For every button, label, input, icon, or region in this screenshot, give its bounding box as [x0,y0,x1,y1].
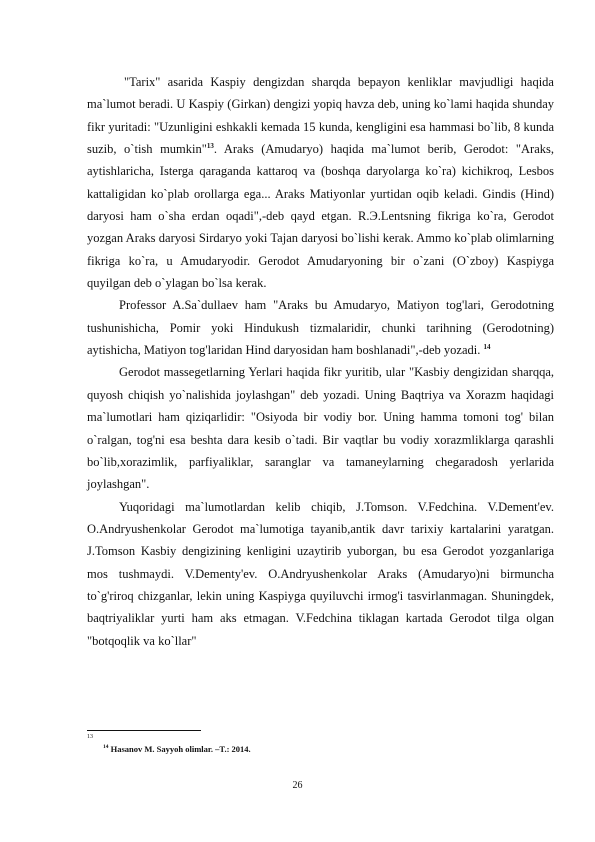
paragraph-text: Yuqoridagi ma`lumotlardan kelib chiqib, J.Tomson. V.Fedchina. V.Dement'ev. O.Andryushenkolar Gerodot ma`lumotiga tayanib,antik davr tarixiy kartalarini yaratgan. J.Tomson Kasbiy dengizining kenligini uzaytirib yuborgan, bu esa Gerodot yozganlariga mos tushmaydi. V.Dementy'ev. O.Andryushenkolar Araks (Amudaryo)ni birmuncha to`g'riroq chizganlar, lekin uning Kaspiyga quyiluvchi irmog'i tasvirlanmagan. Shuningdek, baqtriyaliklar yurti ham aks etmagan. V.Fedchina tiklagan kartada Gerodot tilga olgan "botqoqlik va ko`llar" [87,499,554,648]
footnote-14-text: Hasanov M. Sayyoh olimlar. –T.: 2014. [110,744,251,754]
page-number: 26 [292,780,303,791]
paragraph-text: "Tarix" asarida Kaspiy dengizdan sharqda bepayon kenliklar mavjudligi haqida ma`lumot beradi. U Kaspiy (Girkan) dengizi yopiq havza deb, uning ko`lami haqida shunday fikr yuritadi: "Uzunligini eshkakli kemada 15 kunda, kengligini esa hammasi bo`lib, 8 kunda suzib, o`tish mumkin" [87,75,554,157]
footnote-14 [103,744,251,755]
footnote-13 [87,733,93,741]
footnote-separator [87,730,201,731]
paragraph-maps [87,496,554,652]
body-text [87,71,554,652]
footnote-ref-13[interactable]: 13 [206,141,214,150]
paragraph-herodotus-caspian [87,71,554,294]
paragraph-text: Professor A.Sa`dullaev ham "Araks bu Amudaryo, Matiyon tog'lari, Gerodotning tushunishicha, Pomir yoki Hindukush tizmalaridir, chunki tarihning (Gerodotning) aytishicha, Matiyon tog'laridan Hind daryosidan ham boshlanadi",-deb yozadi. [87,298,554,358]
footnote-14-marker: 14 [103,744,109,751]
paragraph-sadullaev [87,294,554,361]
paragraph-massagetae [87,361,554,495]
footnote-ref-14[interactable]: 14 [483,342,491,351]
paragraph-text: . Araks (Amudaryo) haqida ma`lumot berib, Gerodot: "Araks, aytishlaricha, Isterga qaraganda kattaroq va (boshqa daryolarga ko`ra) kichikroq, Lesbos kattaligidan ko`plab orollarga ega... Araks Matiyonlar yurtidan oqib keladi. Gindis (Hind) daryosi ham o`sha erdan oqadi",-deb qayd etgan. R.Э.Lentsning fikriga ko`ra, Gerodot yozgan Araks daryosi Sirdaryo yoki Tajan daryosi bo`lishi kerak. Ammo ko`plab olimlarning fikriga ko`ra, u Amudaryodir. Gerodot Amudaryoning bir o`zani (O`zboy) Kaspiyga quyilgan deb o`ylagan bo`lsa kerak. [87,142,554,291]
paragraph-text: Gerodot massegetlarning Yerlari haqida fikr yuritib, ular "Kasbiy dengizidan sharqqa, quyosh chiqish yo`nalishida joylashgan" deb yozadi. Uning Baqtriya va Xorazm haqidagi ma`lumotlari ham qiziqarlidir: "Osiyoda bir vodiy bor. Uning hamma tomoni tog' bilan o`ralgan, tog'ni esa beshta dara kesib o`tadi. Bir vaqtlar bu vodiy xorazmliklarga qarashli bo`lib,xorazimlik, parfiyaliklar, saranglar va tamaneylarning chegaradosh yerlarida joylashgan". [87,365,554,492]
footnote-13-marker: 13 [87,734,93,740]
